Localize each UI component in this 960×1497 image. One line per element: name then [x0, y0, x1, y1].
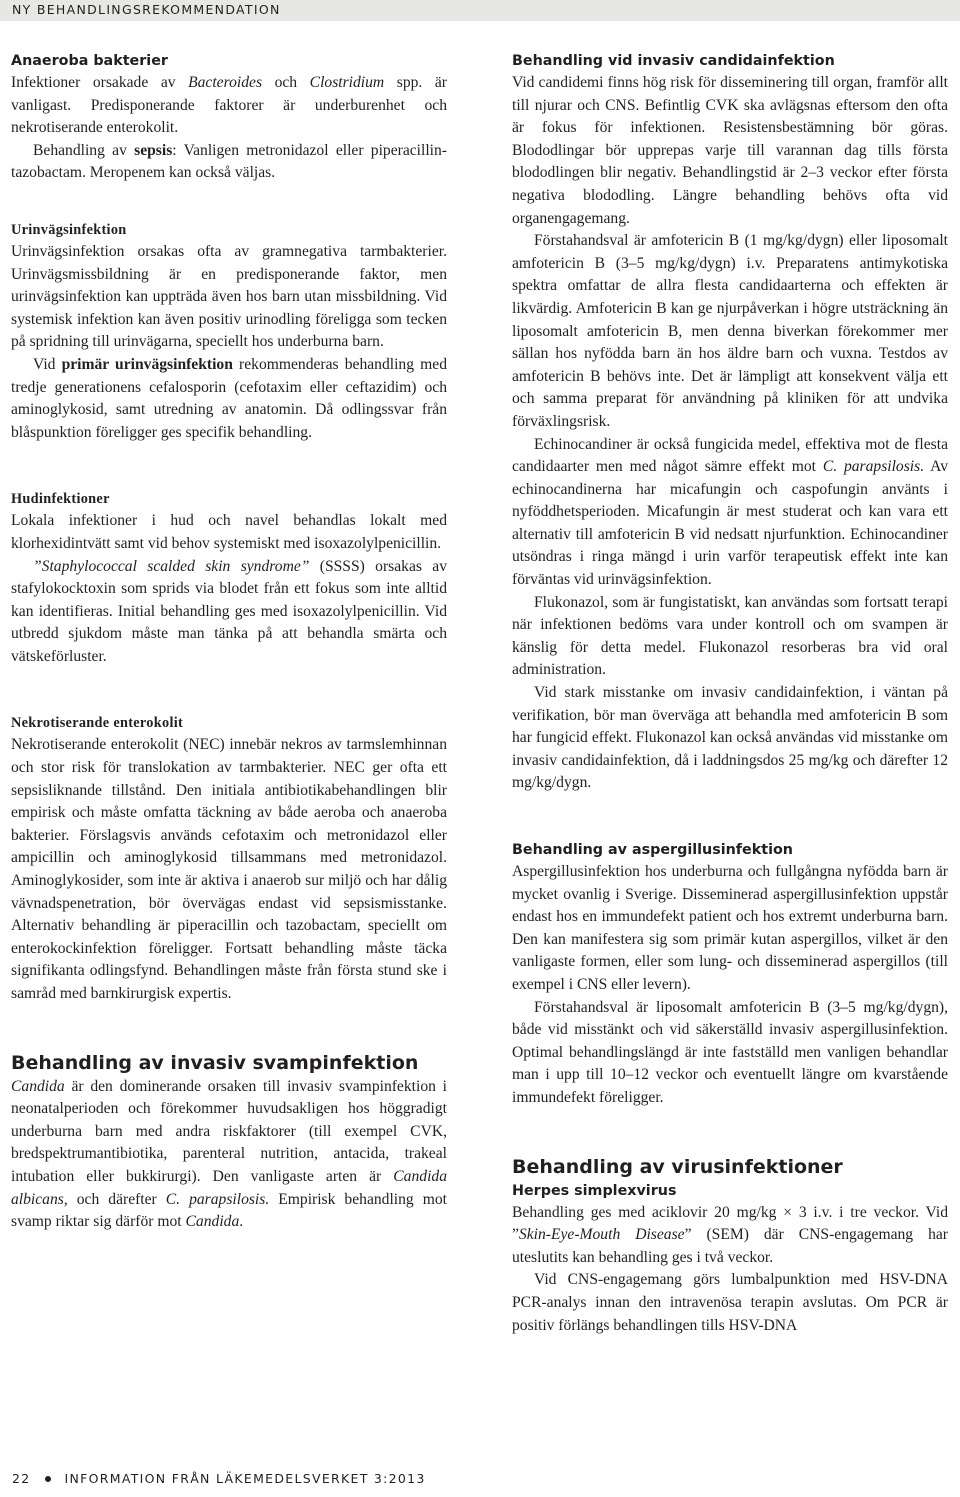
- page-footer: [12, 1471, 426, 1486]
- section-heading-nec: Nekrotiserande enterokolit: [11, 715, 184, 732]
- paragraph: Aspergillusinfektion hos underburna och fullgångna nyfödda barn är mycket ovanlig i Sverige. Disseminerad aspergillusinfektion uppstår endast hos en immundefekt patient och hos extremt underburna barn. Den kan manifestera sig som primär kutan aspergillos, vilket är den vanligaste formen, eller som lung- och disseminerad aspergillos (till exempel i CNS eller levern).: [512, 863, 948, 993]
- section-heading-asperg: Behandling av aspergillusinfektion: [512, 842, 793, 858]
- paragraph: Behandling av sepsis: Vanligen metronidazol eller piperacillin-tazobactam. Meropenem kan också väljas.: [11, 141, 447, 182]
- paragraph: Flukonazol, som är fungistatiskt, kan användas som fortsatt terapi när infektionen bedöms vara under kontroll och om svampen är känslig för detta medel. Flukonazol resorberas bra vid oral administration.: [512, 593, 948, 679]
- left-column: [11, 50, 447, 1234]
- section-heading-anaerob: Anaeroba bakterier: [11, 53, 168, 69]
- major-heading-svamp: Behandling av invasiv svampinfektion: [11, 1051, 419, 1074]
- paragraph: Urinvägsinfektion orsakas ofta av gramnegativa tarmbakterier. Urinvägsmissbildning är en predisponerande faktor, men urinvägsinfektion kan uppträda även hos barn utan missbildning. Vid systemisk infektion kan även positiv urinodling föreligga som tecken på spridning till urinvägarna, speciellt hos underburna barn.: [11, 242, 447, 351]
- paragraph: Infektioner orsakade av Bacteroides och Clostridium spp. är vanligast. Predisponerande faktorer är underburenhet och nekrotiserande enterokolit.: [11, 74, 448, 137]
- running-header: [0, 0, 960, 21]
- header-title: NY BEHANDLINGSREKOMMENDATION: [12, 2, 281, 17]
- section-heading-urin: Urinvägsinfektion: [11, 221, 127, 238]
- paragraph: Candida är den dominerande orsaken till invasiv svampinfektion i neonatalperioden och förekommer huvudsakligen hos höggradigt underburna barn med andra riskfaktorer (till exempel CVK, bredspektrumantibiotika, parenteral nutrition, antacida, trakeal intubation eller bukkirurgi). Den vanligaste arten är Candida albicans, och därefter C. parapsilosis. Empirisk behandling mot svamp riktar sig därför mot Candida.: [11, 1077, 447, 1231]
- paragraph: Förstahandsval är amfotericin B (1 mg/kg/dygn) eller liposomalt amfotericin B (3–5 mg/kg/dygn) i.v. Preparatens antimykotiska spektra omfattar de allra flesta candidaarterna och effekten är likvärdig. Amfotericin B kan ge njurpåverkan i högre utsträckning än liposomalt amfotericin B, men denna biverkan förekommer mer sällan hos nyfödda barn än hos äldre barn och vuxna. Testdos av amfotericin B behövs inte. Det är lämpligt att konsekvent välja ett och samma preparat för användning på kliniken för att undvika förväxlingsrisk.: [512, 232, 948, 430]
- paragraph: Vid candidemi finns hög risk för disseminering till organ, framför allt till njurar och CNS. Befintlig CVK ska avlägsnas eftersom den ofta är fokus för infektionen. Resistensbestämning bör göras. Blododlingar bör upprepas varje till varannan dag tills första blododlingen blir negativ. Behandlingstid är 2–3 veckor efter första negativa blododling. Längre behandling behövs ofta vid organengagemang.: [512, 74, 948, 227]
- paragraph: Vid CNS-engagemang görs lumbalpunktion med HSV-DNA PCR-analys innan den intravenösa terapin avslutas. Om PCR är positiv förlängs behandlingen tills HSV-DNA: [512, 1271, 948, 1334]
- bullet-dot: [45, 1476, 51, 1482]
- right-column: [512, 50, 948, 1337]
- paragraph: ”Staphylococcal scalded skin syndrome” (SSSS) orsakas av stafylokocktoxin som sprids via blodet från ett fokus som inte alltid kan identifieras. Initial behandling ges med isoxazolylpenicillin. Vid utbredd sjukdom måste man tänka på att behandla smärta och vätskeförluster.: [11, 557, 447, 665]
- paragraph: Lokala infektioner i hud och navel behandlas lokalt med klorhexidintvätt samt vid behov systemiskt med isoxazolylpenicillin.: [11, 512, 447, 552]
- paragraph: Förstahandsval är liposomalt amfotericin B (3–5 mg/kg/dygn), både vid misstänkt och vid säkerställd invasiv aspergillusinfektion. Optimal behandlingslängd är inte fastställd men vanligen behandlar man i upp till 10–12 veckor och eventuellt längre om kvarstående immundefekt föreligger.: [512, 998, 948, 1106]
- major-heading-virus: Behandling av virusinfektioner: [512, 1155, 843, 1178]
- paragraph: Vid stark misstanke om invasiv candidainfektion, i väntan på verifikation, bör man överväga att behandla med amfotericin B som har fungicid effekt. Flukonazol kan också användas vid misstanke om invasiv candidainfektion, då i laddningsdos 25 mg/kg och därefter 12 mg/kg/dygn.: [512, 684, 948, 792]
- page-number: 22: [12, 1471, 31, 1486]
- paragraph: Behandling ges med aciklovir 20 mg/kg × 3 i.v. i tre veckor. Vid ”Skin-Eye-Mouth Disease” (SEM) där CNS-engagemang har uteslutits kan behandling ges i två veckor.: [512, 1203, 948, 1266]
- paragraph: Echinocandiner är också fungicida medel, effektiva mot de flesta candidaarter men med något sämre effekt mot C. parapsilosis. Av echinocandinerna har micafungin och caspofungin använts i nyföddhetsperioden. Micafungin är mest studerat och kan vara ett alternativ till amfotericin B vid nedsatt njurfunktion. Echinocandiner utsöndras i ringa mängd i urin varför terapeutisk effekt inte kan förväntas vid urinvägsinfektion.: [512, 435, 948, 589]
- subheading-herpes: Herpes simplexvirus: [512, 1182, 677, 1199]
- section-heading-candida: Behandling vid invasiv candidainfektion: [512, 53, 835, 69]
- section-heading-hud: Hudinfektioner: [11, 491, 110, 508]
- paragraph: Vid primär urinvägsinfektion rekommenderas behandling med tredje generationens cefalosporin (cefotaxim eller ceftazidim) och aminoglykosid, samt utredning av anatomin. Då odlingssvar från blåspunktion föreligger ges specifik behandling.: [11, 355, 447, 441]
- paragraph: Nekrotiserande enterokolit (NEC) innebär nekros av tarmslemhinnan och stor risk för translokation av tarmbakterier. NEC ger ofta ett sepsisliknande tillstånd. Den initiala antibiotikabehandlingen blir empirisk och måste omfatta täckning av både aeroba och anaeroba bakterier. Förslagsvis används cefotaxim och metronidazol eller ampicillin och aminoglykosid tillsammans med metronidazol. Aminoglykosider, som inte är aktiva i anaerob sur miljö och har dålig vävnadspenetration, bör övervägas endast vid sepsismisstanke. Alternativ behandling är piperacillin och tazobactam, speciellt om enterokockinfektion föreligger. Fortsatt behandling måste täcka signifikanta odlingsfynd. Behandlingen måste från första stund ske i samråd med barnkirurgisk expertis.: [11, 736, 447, 1002]
- publication-title: INFORMATION FRÅN LÄKEMEDELSVERKET 3:2013: [64, 1471, 426, 1486]
